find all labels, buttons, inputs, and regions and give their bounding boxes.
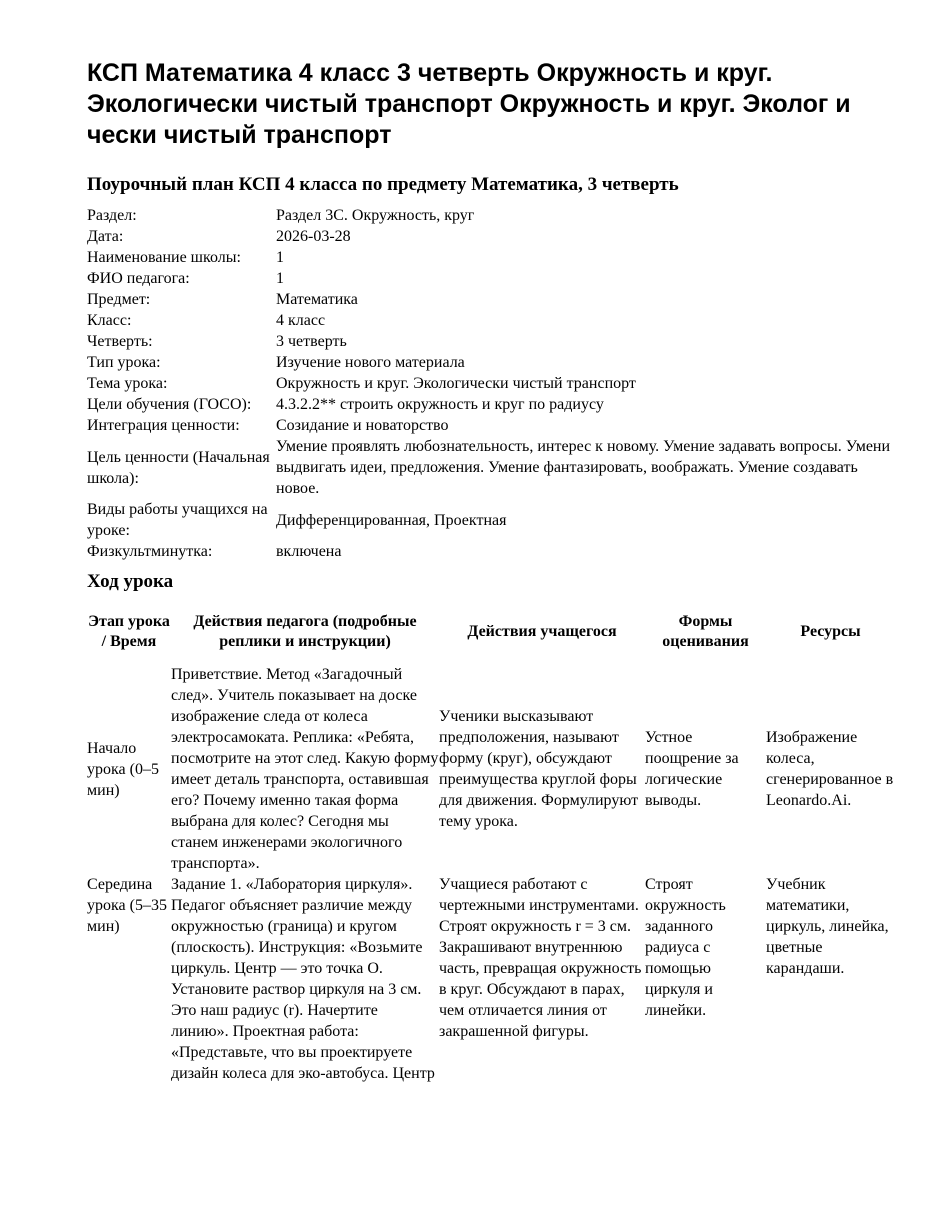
teacher-actions-cell: Задание 1. «Лаборатория циркуля». Педагог объясняет различие между окружностью (граница) и кругом (плоскость). Инструкция: «Возьмите циркуль. Центр — это точка О. Установите раствор циркуля на 3 см. Это наш радиус (r). Начертите линию». Проектная работа: «Представьте, что вы проектируете дизайн колеса для эко-автобуса. Центр [171,876,435,1082]
info-value: 3 четверть [276,333,347,350]
header-assessment-forms: Формы оценивания [662,613,749,650]
info-value: Раздел 3С. Окружность, круг [276,207,475,224]
lesson-flow-table [87,600,895,1084]
info-label: Цель ценности (Начальная школа): [87,448,270,487]
resources-cell: Учебник математики, циркуль, линейка, цветные карандаши. [766,876,889,977]
info-label: Раздел: [87,207,137,224]
info-row [87,268,895,289]
info-row [87,394,895,415]
assessment-cell: Устное поощрение за логические выводы. [645,729,739,809]
header-resources: Ресурсы [800,623,861,640]
info-row [87,205,895,226]
stage-time-cell: Середина урока (5–35 мин) [87,876,167,935]
info-row [87,310,895,331]
info-label: Наименование школы: [87,249,241,266]
info-row [87,331,895,352]
info-row [87,352,895,373]
info-value: Созидание и новаторство [276,417,449,434]
teacher-actions-cell: Приветствие. Метод «Загадочный след». Учитель показывает на доске изображение следа от колеса электросамоката. Реплика: «Ребята, посмотрите на этот след. Какую форму имеет деталь транспорта, оставившая его? Почему именно такая форма выбрана для колес? Сегодня мы станем инженерами экологичного транспорта». [171,666,439,872]
info-label: Физкультминутка: [87,543,213,560]
info-row [87,247,895,268]
info-value: включена [276,543,342,560]
info-value: 2026-03-28 [276,228,351,245]
info-label: Интеграция ценности: [87,417,240,434]
info-value: Дифференцированная, Проектная [276,511,507,529]
info-label: ФИО педагога: [87,270,190,287]
info-label: Тип урока: [87,354,161,371]
info-row [87,415,895,436]
info-value: Окружность и круг. Экологически чистый транспорт [276,375,636,392]
info-row [87,373,895,394]
student-actions-cell: Учащиеся работают с чертежными инструментами. Строят окружность r = 3 см. Закрашивают внутреннюю часть, превращая окружность в круг. Обсуждают в парах, чем отличается линия от закрашенной фигуры. [439,876,642,1040]
info-value: 1 [276,270,284,287]
plan-subtitle: Поурочный план КСП 4 класса по предмету Математика, 3 четверть [87,174,679,195]
document-page [87,58,895,1084]
info-value: 4.3.2.2** строить окружность и круг по радиусу [276,396,604,413]
info-label: Дата: [87,228,124,245]
info-label: Виды работы учащихся на уроке: [87,501,268,539]
assessment-cell: Строят окружность заданного радиуса с помощью циркуля и линейки. [645,876,726,1019]
student-actions-cell: Ученики высказывают предположения, называют форму (круг), обсуждают преимущества круглой форы для движения. Формулируют тему урока. [439,708,639,830]
info-row [87,289,895,310]
info-value: Изучение нового материала [276,354,465,371]
stage-time-cell: Начало урока (0–5 мин) [87,739,159,799]
info-value: 4 класс [276,312,326,329]
info-row [87,226,895,247]
table-header-row [87,600,895,664]
info-label: Класс: [87,312,132,329]
header-stage-time: Этап урока / Время [88,613,170,650]
lesson-flow-heading: Ход урока [87,571,174,592]
info-label: Тема урока: [87,375,168,392]
info-label: Предмет: [87,291,151,308]
info-row [87,436,895,499]
info-label: Цели обучения (ГОСО): [87,396,252,413]
header-teacher-actions: Действия педагога (подробные реплики и инструкции) [193,613,417,650]
document-title: КСП Математика 4 класс 3 четверть Окружность и круг. Экологически чистый транспорт Окружность и круг. Эколог и чески чистый транспорт [87,59,851,149]
info-value: 1 [276,249,284,266]
info-label: Четверть: [87,333,153,350]
info-row [87,541,895,562]
table-row [87,874,895,1084]
table-row [87,664,895,874]
lesson-info-table [87,205,895,562]
resources-cell: Изображение колеса, сгенерированное в Leonardo.Ai. [766,729,894,809]
info-value: Умение проявлять любознательность, интерес к новому. Умение задавать вопросы. Умени выдвигать идеи, предложения. Умение фантазировать, воображать. Умение создавать новое. [276,438,891,497]
info-row [87,499,895,541]
header-student-actions: Действия учащегося [467,623,617,640]
info-value: Математика [276,291,358,308]
